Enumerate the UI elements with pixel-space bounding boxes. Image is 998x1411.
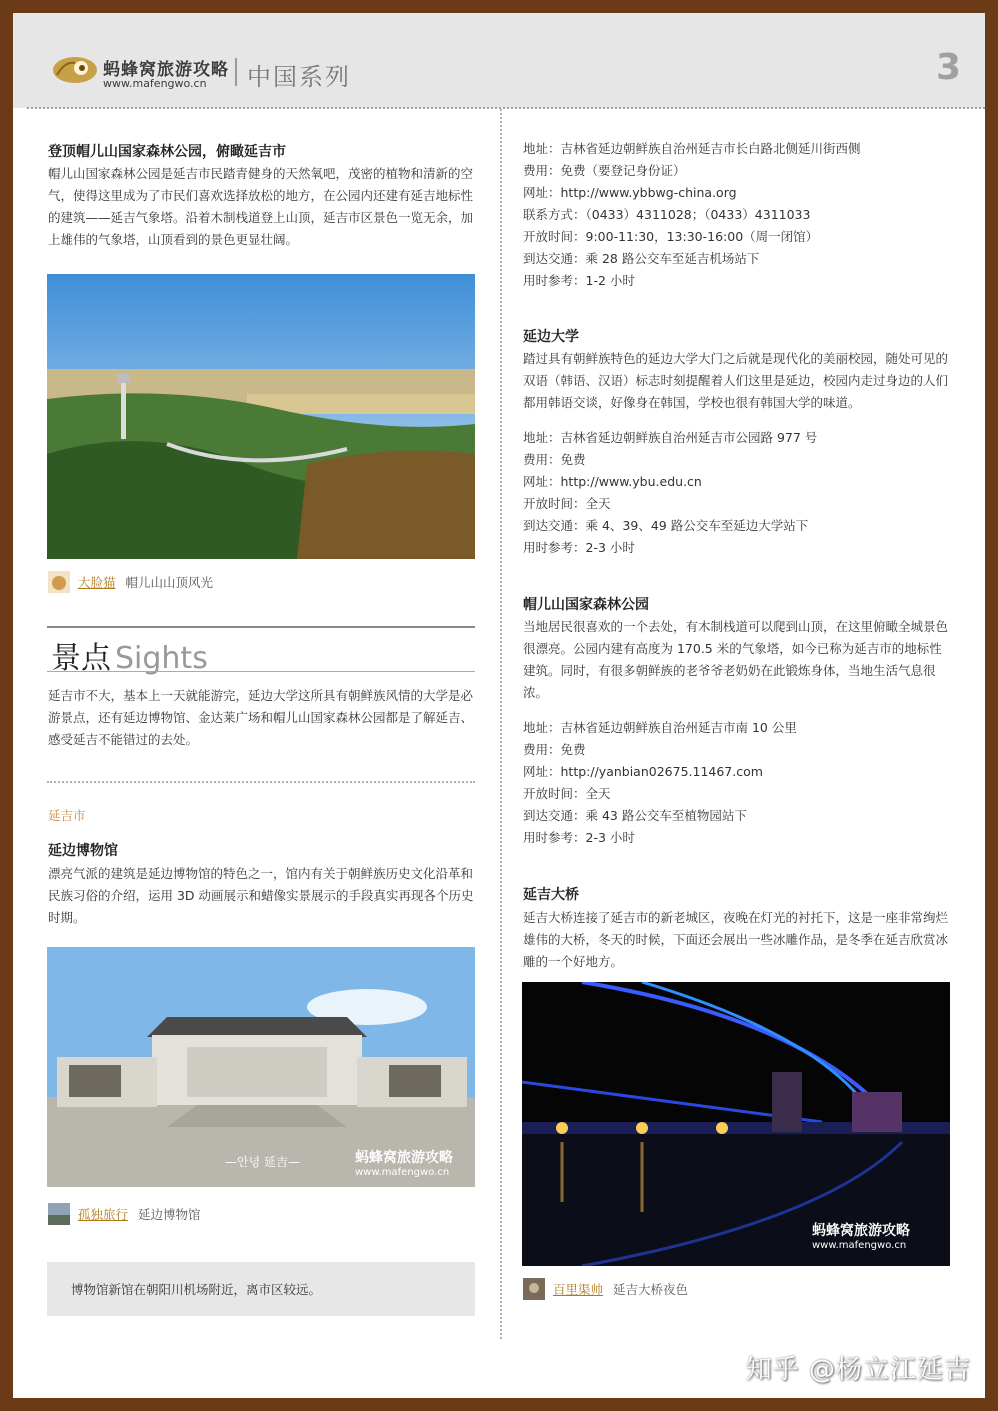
mountain-photo	[47, 274, 475, 559]
university-info-line: 网址：http://www.ybu.edu.cn	[523, 474, 702, 489]
photo1-author[interactable]: 大脸猫	[78, 575, 116, 590]
series-title: 中国系列	[247, 63, 351, 91]
photo2-watermark-url: www.mafengwo.cn	[355, 1167, 450, 1178]
university-info-line: 费用：免费	[523, 452, 586, 467]
park-info-line: 费用：免费	[523, 742, 586, 757]
sights-rule-bottom	[47, 671, 475, 672]
photo3-watermark: 蚂蜂窝旅游攻略	[812, 1223, 910, 1239]
museum-info	[523, 138, 861, 292]
university-info-line: 到达交通：乘 4、39、49 路公交车至延边大学站下	[523, 518, 809, 533]
park-info-line: 网址：http://yanbian02675.11467.com	[523, 764, 763, 779]
avatar-icon	[523, 1278, 545, 1300]
university-info-line: 用时参考：2-3 小时	[523, 540, 635, 555]
museum-info-line: 网址：http://www.ybbwg-china.org	[523, 185, 737, 200]
university-info	[523, 427, 817, 559]
mafengwo-logo-icon	[51, 53, 99, 85]
header	[13, 13, 985, 108]
park-info	[523, 717, 797, 849]
park-info-line: 开放时间：全天	[523, 786, 611, 801]
intro-title: 登顶帽儿山国家森林公园，俯瞰延吉市	[48, 144, 286, 160]
sights-rule-top	[47, 626, 475, 628]
brand-name: 蚂蜂窝旅游攻略	[103, 60, 229, 80]
university-info-line: 开放时间：全天	[523, 496, 611, 511]
page	[13, 13, 985, 1398]
photo2-author[interactable]: 孤独旅行	[78, 1207, 129, 1222]
photo2-caption: 延边博物馆	[138, 1207, 201, 1222]
university-info-line: 地址：吉林省延边朝鲜族自治州延吉市公园路 977 号	[523, 430, 818, 445]
photo2-credit	[48, 1203, 201, 1225]
photo3-credit	[523, 1278, 688, 1300]
bridge-text: 延吉大桥连接了延吉市的新老城区，夜晚在灯光的衬托下，这是一座非常绚烂雄伟的大桥，冬天的时候，下面还会展出一些冰雕作品，是冬季在延吉欣赏冰雕的一个好地方。	[523, 910, 949, 969]
park-info-line: 到达交通：乘 43 路公交车至植物园站下	[523, 808, 747, 823]
photo3-author[interactable]: 百里渠帅	[553, 1282, 604, 1297]
intro-text: 帽儿山国家森林公园是延吉市民踏青健身的天然氧吧，茂密的植物和清新的空气，使得这里成为了市民们喜欢选择放松的地方，在公园内还建有延吉地标性的建筑——延吉气象塔。沿着木制栈道登上山顶，延吉市区景色一览无余，加上雄伟的气象塔，山顶看到的景色更显壮阔。	[48, 166, 474, 247]
sights-cn: 景点	[51, 641, 111, 676]
column-divider	[500, 109, 502, 1339]
museum-text: 漂亮气派的建筑是延边博物馆的特色之一，馆内有关于朝鲜族历史文化沿革和民族习俗的介绍，运用 3D 动画展示和蜡像实景展示的手段真实再现各个历史时期。	[48, 866, 474, 925]
city-label: 延吉市	[48, 808, 86, 823]
footer-watermark: 知乎 @杨立江延吉	[745, 1355, 971, 1385]
photo2-watermark: 蚂蜂窝旅游攻略	[355, 1150, 453, 1166]
university-title: 延边大学	[523, 329, 579, 345]
bridge-title: 延吉大桥	[523, 887, 579, 903]
brand-url: www.mafengwo.cn	[103, 77, 207, 90]
photo3-watermark-url: www.mafengwo.cn	[812, 1240, 907, 1251]
museum-info-line: 开放时间：9:00-11:30，13:30-16:00（周一闭馆）	[523, 229, 819, 244]
museum-info-line: 地址：吉林省延边朝鲜族自治州延吉市长白路北侧延川街西侧	[523, 141, 861, 156]
museum-info-line: 费用：免费（要登记身份证）	[523, 163, 686, 178]
museum-info-line: 到达交通：乘 28 路公交车至延吉机场站下	[523, 251, 760, 266]
park-info-line: 用时参考：2-3 小时	[523, 830, 635, 845]
university-text: 踏过具有朝鲜族特色的延边大学大门之后就是现代化的美丽校园，随处可见的双语（韩语、汉语）标志时刻提醒着人们这里是延边，校园内走过身边的人们都用韩语交谈，好像身在韩国，学校也很有韩国大学的味道。	[523, 351, 949, 410]
sights-en: Sights	[115, 641, 208, 676]
header-divider	[235, 58, 237, 86]
photo1-caption: 帽儿山山顶风光	[125, 575, 214, 590]
museum-note	[47, 1262, 475, 1316]
photo3-caption: 延吉大桥夜色	[613, 1282, 689, 1297]
avatar-icon	[48, 571, 70, 593]
park-info-line: 地址：吉林省延边朝鲜族自治州延吉市南 10 公里	[523, 720, 797, 735]
photo2-korean-text: —안녕 延吉—	[225, 1155, 300, 1169]
park-text: 当地居民很喜欢的一个去处，有木制栈道可以爬到山顶，在这里俯瞰全城景色很漂亮。公园内建有高度为 170.5 米的气象塔，如今已称为延吉市的地标性建筑。同时，有很多朝鲜族的老爷爷老奶奶在此锻炼身体，当地生活气息很浓。	[523, 619, 949, 700]
museum-photo	[47, 947, 475, 1187]
photo1-credit	[48, 571, 213, 593]
sights-text: 延吉市不大，基本上一天就能游完，延边大学这所具有朝鲜族风情的大学是必游景点，还有延边博物馆、金达莱广场和帽儿山国家森林公园都是了解延吉、感受延吉不能错过的去处。	[48, 688, 474, 747]
museum-note-text: 博物馆新馆在朝阳川机场附近，离市区较远。	[71, 1282, 322, 1297]
page-number: 3	[935, 47, 961, 88]
bridge-photo	[522, 982, 950, 1266]
park-title: 帽儿山国家森林公园	[523, 597, 649, 613]
museum-title: 延边博物馆	[48, 843, 118, 859]
header-separator	[27, 107, 985, 109]
avatar-icon	[48, 1203, 70, 1225]
section-separator	[47, 781, 475, 783]
museum-info-line: 用时参考：1-2 小时	[523, 273, 635, 288]
museum-info-line: 联系方式：（0433）4311028；（0433）4311033	[523, 207, 811, 222]
